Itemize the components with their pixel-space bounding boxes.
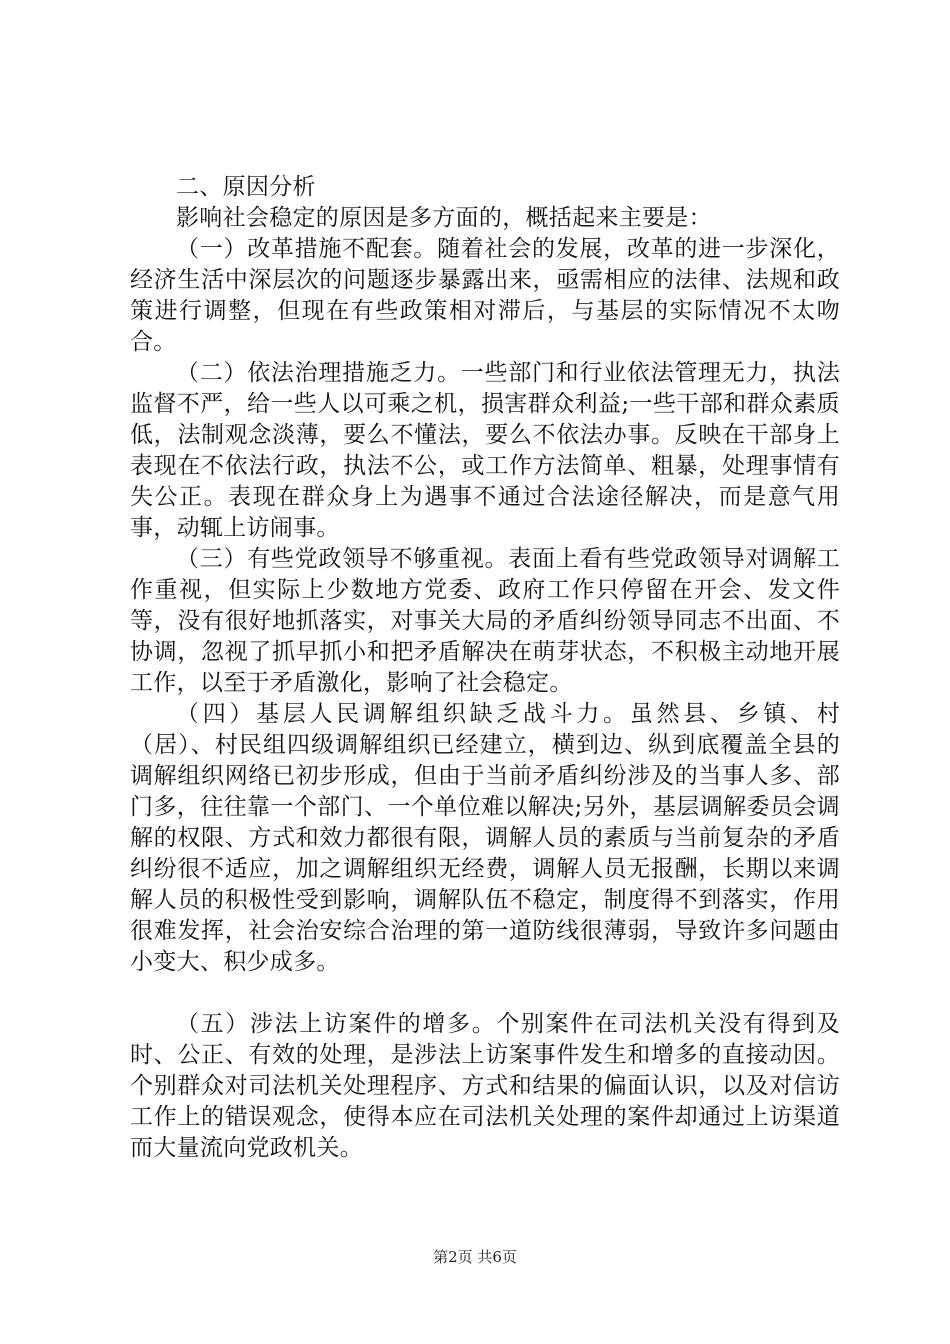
document-body xyxy=(130,172,840,1164)
paragraph-petitions: （五）涉法上访案件的增多。个别案件在司法机关没有得到及时、公正、有效的处理，是涉法上访案事件发生和增多的直接动因。个别群众对司法机关处理程序、方式和结果的偏面认识，以及对信访工作上的错误观念，使得本应在司法机关处理的案件却通过上访渠道而大量流向党政机关。 xyxy=(130,1011,840,1161)
paragraph-rule-of-law: （二）依法治理措施乏力。一些部门和行业依法管理无力，执法监督不严，给一些人以可乘之机，损害群众利益;一些干部和群众素质低，法制观念淡薄，要么不懂法，要么不依法办事。反映在干部身上表现在不依法行政，执法不公，或工作方法简单、粗暴，处理事情有失公正。表现在群众身上为遇事不通过合法途径解决，而是意气用事，动辄上访闹事。 xyxy=(130,360,840,541)
paragraph-reform: （一）改革措施不配套。随着社会的发展，改革的进一步深化，经济生活中深层次的问题逐步暴露出来，亟需相应的法律、法规和政策进行调整，但现在有些政策相对滞后，与基层的实际情况不太吻合。 xyxy=(130,236,840,355)
intro-paragraph: 影响社会稳定的原因是多方面的，概括起来主要是： xyxy=(176,205,712,231)
paragraph-mediation: （四）基层人民调解组织缺乏战斗力。虽然县、乡镇、村（居）、村民组四级调解组织已经建立，横到边、纵到底覆盖全县的调解组织网络已初步形成，但由于当前矛盾纠纷涉及的当事人多、部门多，往往靠一个部门、一个单位难以解决;另外，基层调解委员会调解的权限、方式和效力都很有限，调解人员的素质与当前复杂的矛盾纠纷很不适应，加之调解组织无经费，调解人员无报酬，长期以来调解人员的积极性受到影响，调解队伍不稳定，制度得不到落实，作用很难发挥，社会治安综合治理的第一道防线很薄弱，导致许多问题由小变大、积少成多。 xyxy=(130,701,840,975)
paragraph-leadership: （三）有些党政领导不够重视。表面上看有些党政领导对调解工作重视，但实际上少数地方党委、政府工作只停留在开会、发文件等，没有很好地抓落实，对事关大局的矛盾纠纷领导同志不出面、不协调，忽视了抓早抓小和把矛盾解决在萌芽状态，不积极主动地开展工作，以至于矛盾激化，影响了社会稳定。 xyxy=(130,546,840,696)
page-number-footer: 第2页 共6页 xyxy=(433,1248,517,1266)
section-heading: 二、原因分析 xyxy=(176,174,316,200)
